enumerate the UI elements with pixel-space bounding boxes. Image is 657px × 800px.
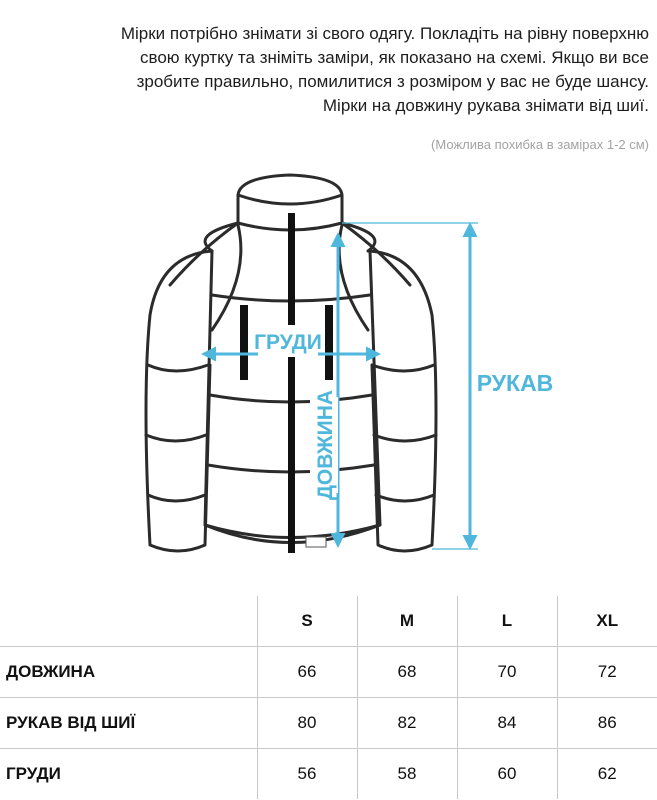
sleeve-label: РУКАВ <box>476 370 554 396</box>
length-label: ДОВЖИНА <box>314 389 337 501</box>
instruction-line: свою куртку та зніміть заміри, як показано на схемі. Якщо ви все <box>140 48 649 67</box>
size-header-m: M <box>357 596 457 647</box>
table-cell: 86 <box>557 698 657 749</box>
instruction-line: Мірки на довжину рукава знімати від шиї. <box>322 96 649 115</box>
table-corner-cell <box>0 596 257 647</box>
table-cell: 68 <box>357 647 457 698</box>
instructions-text <box>29 22 649 118</box>
table-header-row <box>0 596 657 647</box>
chest-label: ГРУДИ <box>254 331 322 354</box>
brand-tag <box>306 537 326 547</box>
size-header-s: S <box>257 596 357 647</box>
table-cell: 80 <box>257 698 357 749</box>
left-pocket-zipper <box>240 305 248 380</box>
right-pocket-zipper <box>325 305 333 380</box>
table-row <box>0 698 657 749</box>
table-cell: 72 <box>557 647 657 698</box>
table-cell: 84 <box>457 698 557 749</box>
table-row <box>0 647 657 698</box>
row-label-length: ДОВЖИНА <box>0 647 257 698</box>
main-zipper <box>288 213 295 553</box>
table-cell: 66 <box>257 647 357 698</box>
table-cell: 82 <box>357 698 457 749</box>
table-cell: 70 <box>457 647 557 698</box>
measurement-error-note: (Можлива похибка в замірах 1-2 см) <box>431 137 649 152</box>
size-header-xl: XL <box>557 596 657 647</box>
table-cell: 60 <box>457 749 557 800</box>
size-chart-table <box>0 596 657 799</box>
row-label-chest: ГРУДИ <box>0 749 257 800</box>
jacket-measurement-diagram <box>0 165 657 585</box>
row-label-sleeve: РУКАВ ВІД ШИЇ <box>0 698 257 749</box>
table-cell: 58 <box>357 749 457 800</box>
table-row <box>0 749 657 800</box>
instruction-line: Мірки потрібно знімати зі свого одягу. Покладіть на рівну поверхню <box>120 24 649 43</box>
table-cell: 56 <box>257 749 357 800</box>
table-cell: 62 <box>557 749 657 800</box>
size-header-l: L <box>457 596 557 647</box>
instruction-line: зробите правильно, помилитися з розміром у вас не буде шансу. <box>136 72 649 91</box>
